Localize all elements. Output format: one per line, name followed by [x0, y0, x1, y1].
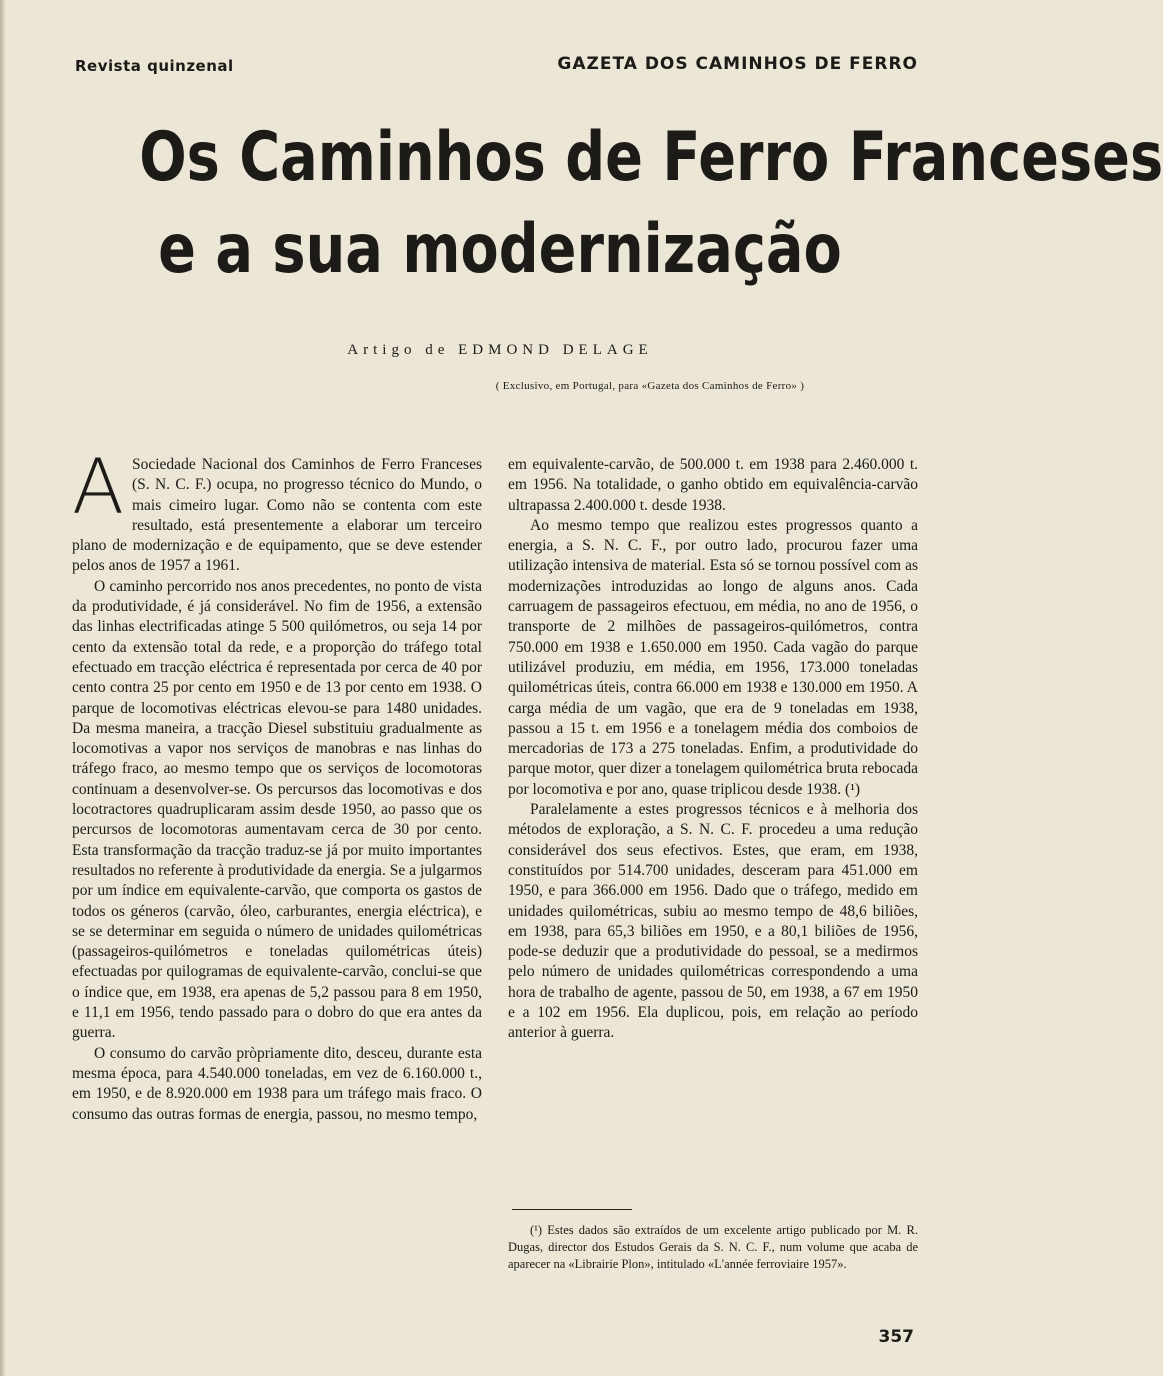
paragraph: em equivalente-carvão, de 500.000 t. em 1938 para 2.460.000 t. em 1956. Na totalidade, o ganho obtido em equivalência-carvão ultrapassa 2.400.000 t. desde 1938. — [508, 456, 918, 514]
article-title-line-2: e a sua modernização — [158, 210, 842, 289]
paragraph: O consumo do carvão pròpriamente dito, desceu, durante esta mesma época, para 4.540.000 toneladas, em vez de 6.160.000 t., em 1950, e de 8.920.000 em 1938 para um tráfego mais fraco. O consumo das outras formas de energia, passou, no mesmo tempo, — [72, 1044, 482, 1123]
paragraph: O caminho percorrido nos anos precedentes, no ponto de vista da produtividade, é já considerável. No fim de 1956, a extensão das linhas electrificadas atinge 5 500 quilómetros, ou seja 14 por cento da extensão total da rede, e a proporção do tráfego total efectuado em tracção eléctrica é representada por cerca de 40 por cento contra 25 por cento em 1950 e de 13 por cento em 1938. O parque de locomotivas eléctricas elevou-se para 1480 unidades. Da mesma maneira, a tracção Diesel substituiu gradualmente as locomotivas a vapor nos serviços de manobras e nas linhas do tráfego fraco, ao mesmo tempo que os serviços de locomotoras continuam a desenvolver-se. Os percursos das locomotivas e dos locotractores quadruplicaram assim desde 1950, ao passo que os percursos de locomotoras aumentavam cerca de 30 por cento. Esta transformação da tracção traduz-se já por muito importantes resultados no referente à produtividade da energia. Se a julgarmos por um índice em equivalente-carvão, que comporta os gastos de todos os géneros (carvão, óleo, carburantes, energia eléctrica), e se se determinar em seguida o número de unidades quilométricas (passageiros-quilómetros e toneladas quilométricas úteis) efectuadas por quilogramas de equivalente-carvão, conclui-se que o índice que, em 1938, era apenas de 5,2 passou para 8 em 1950, e 11,1 em 1956, tendo passado para o dobro do que era antes da guerra. — [72, 577, 482, 1042]
column-right — [508, 455, 918, 1044]
article-title-line-1: Os Caminhos de Ferro Franceses — [139, 118, 1163, 197]
exclusive-note: ( Exclusivo, em Portugal, para «Gazeta dos Caminhos de Ferro» ) — [495, 380, 805, 392]
article-title — [139, 112, 1163, 296]
footnote-rule — [512, 1209, 632, 1210]
binding-edge — [0, 0, 6, 1376]
page-number: 357 — [878, 1327, 914, 1347]
running-head — [75, 54, 918, 78]
paragraph: Paralelamente a estes progressos técnicos e à melhoria dos métodos de exploração, a S. N. C. F. procedeu a uma redução considerável dos seus efectivos. Estes, que eram, em 1938, constituídos por 514.700 unidades, desceram para 451.000 em 1950, e para 366.000 em 1956. Dado que o tráfego, medido em unidades quilométricas, subiu ao mesmo tempo de 48,6 biliões, em 1938, para 65,3 biliões em 1950, e a 80,1 biliões de 1956, pode-se deduzir que a produtividade do pessoal, se a medirmos pelo número de unidades quilométricas correspondendo a uma hora de trabalho de agente, passou de 50, em 1938, a 67 em 1950 e a 102 em 1956. Ela duplicou, pois, em relação ao período anterior à guerra. — [508, 801, 918, 1042]
drop-cap: A — [72, 442, 124, 531]
paragraph-text: Sociedade Nacional dos Caminhos de Ferro Franceses (S. N. C. F.) ocupa, no progresso técnico do Mundo, o mais cimeiro lugar. Como não se contenta com este resultado, está presentemente a elaborar um terceiro plano de modernização e de equipamento, que se deve estender pelos anos de 1957 a 1961. — [72, 456, 482, 575]
paragraph — [72, 442, 482, 577]
byline: Artigo de EDMOND DELAGE — [347, 342, 653, 358]
paragraph: Ao mesmo tempo que realizou estes progressos quanto a energia, a S. N. C. F., por outro lado, procurou fazer uma utilização intensiva de material. Esta só se tornou possível com as modernizações introduzidas ao longo de alguns anos. Cada carruagem de passageiros efectuou, em média, no ano de 1956, o transporte de 2 milhões de passageiros-quilómetros, contra 750.000 em 1938 e 1.650.000 em 1950. Cada vagão do parque utilizável produziu, em média, em 1956, 173.000 toneladas quilométricas úteis, contra 66.000 em 1938 e 130.000 em 1950. A carga média de um vagão, que era de 9 toneladas em 1938, passou a 15 t. em 1956 e a tonelagem média dos comboios de mercadorias de 173 a 275 toneladas. Enfim, a produtividade do parque motor, quer dizer a tonelagem quilométrica bruta rebocada por locomotiva e por ano, quase triplicou desde 1938. (¹) — [508, 516, 918, 798]
running-head-left: Revista quinzenal — [75, 57, 234, 75]
running-head-right: GAZETA DOS CAMINHOS DE FERRO — [557, 54, 918, 74]
column-left — [72, 442, 482, 1125]
footnote: (¹) Estes dados são extraídos de um excelente artigo publicado por M. R. Dugas, director dos Estudos Gerais da S. N. C. F., num volume que acaba de aparecer na «Librairie Plon», intitulado «L'année ferroviaire 1957». — [508, 1223, 918, 1271]
